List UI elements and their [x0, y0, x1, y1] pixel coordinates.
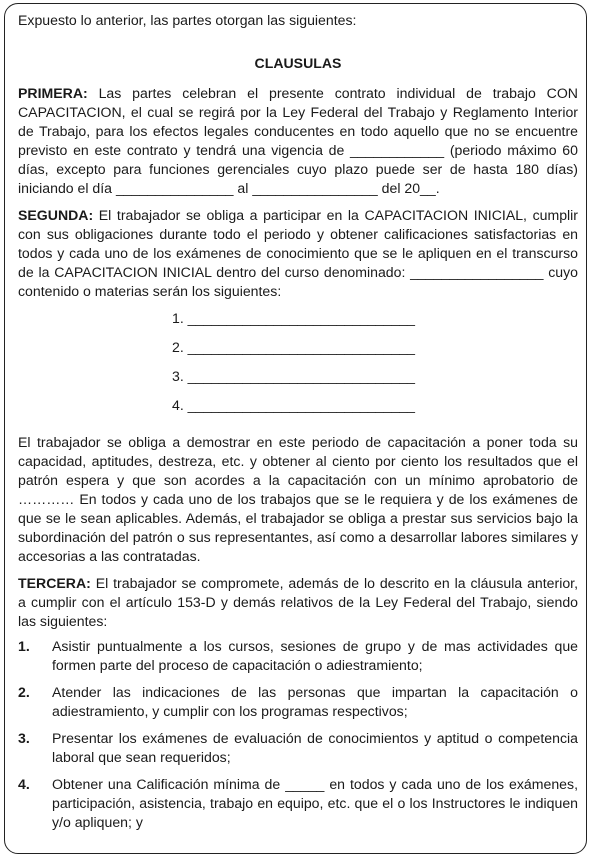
subject-blank-4: 4. _____________________________ [172, 397, 415, 413]
subject-blank-2: 2. _____________________________ [172, 339, 415, 355]
clause-primera-text: Las partes celebran el presente contrato individual de trabajo CON CAPACITACION, el cual se regirá por la Ley Federal del Trabajo y Reglamento Interior de Trabajo, para los efectos legales conducentes en todo aquello que no se encuentre previsto en este contrato y tendrá una vigencia de ____________ (periodo máximo 60 días, excepto para funciones gerenciales cuyo plazo puede ser de hasta 180 días) iniciando el día _______________ al ________________ del 20__. [18, 85, 578, 196]
clause-tercera-text: El trabajador se compromete, además de lo descrito en la cláusula anterior, a cumplir con el artículo 153-D y demás relativos de la Ley Federal del Trabajo, siendo las siguientes: [18, 575, 578, 629]
clause-segunda-followup: El trabajador se obliga a demostrar en este periodo de capacitación a poner toda su capacidad, aptitudes, destreza, etc. y obtener al ciento por ciento los resultados que el patrón espera y que son acordes a la capacitación con un mínimo aprobatorio de ………… En todos y cada uno de los trabajos que se le requiera y de los exámenes de que se le sean aplicables. Además, el trabajador se obliga a prestar sus servicios bajo la subordinación del patrón o sus representantes, así como a desarrollar labores similares y accesorias a las contratadas. [18, 434, 578, 564]
list-item [18, 683, 578, 721]
clause-tercera [18, 574, 578, 631]
clauses-heading: CLAUSULAS [254, 55, 342, 71]
list-item-number: 2. [18, 684, 30, 700]
list-item [18, 775, 578, 832]
list-item-text: Asistir puntualmente a los cursos, sesiones de grupo y de mas actividades que formen parte del proceso de capacitación o adiestramiento; [52, 638, 578, 673]
clause-tercera-label: TERCERA: [18, 575, 91, 591]
list-item-number: 1. [18, 638, 30, 654]
subject-blank-3: 3. _____________________________ [172, 368, 415, 384]
subjects-blank-list [18, 309, 578, 425]
list-item-text: Atender las indicaciones de las personas que impartan la capacitación o adiestramiento, y cumplir con los programas respectivos; [52, 684, 578, 719]
list-item-text: Presentar los exámenes de evaluación de conocimientos y aptitud o competencia laboral que sean requeridos; [52, 730, 578, 765]
obligations-list [18, 637, 578, 832]
clause-primera [18, 84, 578, 198]
intro-text: Expuesto lo anterior, las partes otorgan las siguientes: [18, 12, 357, 28]
clause-primera-label: PRIMERA: [18, 85, 88, 101]
clause-segunda-text: El trabajador se obliga a participar en la CAPACITACION INICIAL, cumplir con sus obligaciones durante todo el periodo y obtener calificaciones satisfactorias en todos y cada uno de los exámenes de conocimiento que se le apliquen en el transcurso de la CAPACITACION INICIAL dentro del curso denominado: _________________ cuyo contenido o materias serán los siguientes: [18, 207, 578, 299]
contract-body [18, 11, 578, 840]
list-item-number: 3. [18, 730, 30, 746]
subject-blank-1: 1. _____________________________ [172, 310, 415, 326]
clause-segunda-label: SEGUNDA: [18, 207, 94, 223]
list-item-text: Obtener una Calificación mínima de _____ en todos y cada uno de los exámenes, participación, asistencia, trabajo en equipo, etc. que el o los Instructores le indiquen y/o apliquen; y [52, 776, 578, 830]
list-item [18, 637, 578, 675]
list-item [18, 729, 578, 767]
clause-segunda [18, 206, 578, 301]
list-item-number: 4. [18, 776, 30, 792]
